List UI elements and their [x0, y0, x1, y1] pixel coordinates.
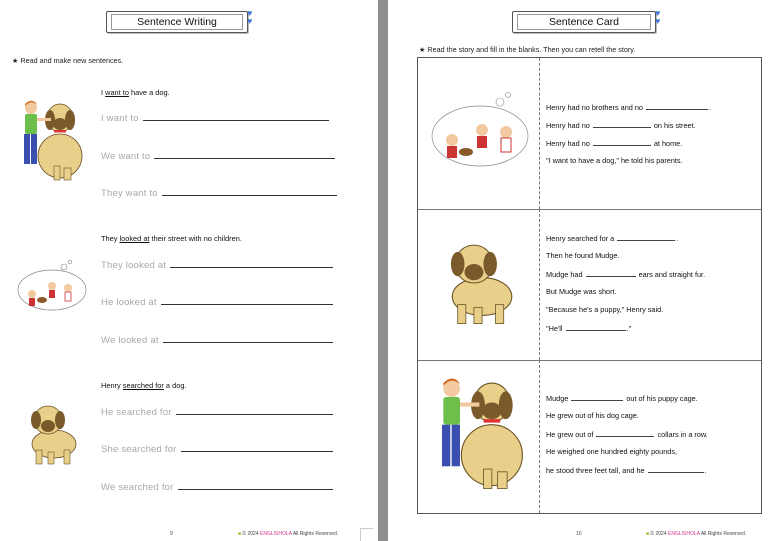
worksheet-page-right [388, 0, 768, 541]
story-line: "He'll ." [546, 324, 632, 333]
writing-line[interactable]: We searched for [101, 479, 333, 493]
story-line: But Mudge was short. [546, 287, 617, 296]
fill-blank[interactable] [596, 429, 654, 437]
footer: ■ © 2024 ENGLISHOLA All Rights Reserved. [646, 531, 747, 537]
writing-line[interactable]: I want to [101, 110, 329, 124]
card-row [418, 360, 761, 513]
fill-blank[interactable] [646, 102, 708, 110]
page-title: Sentence Card [517, 14, 651, 30]
story-line: Then he found Mudge. [546, 251, 620, 260]
fill-blank[interactable] [617, 233, 675, 241]
fill-blank[interactable] [566, 323, 626, 331]
writing-line[interactable]: He searched for [101, 404, 333, 418]
fill-blank[interactable] [571, 393, 623, 401]
writing-line[interactable]: We looked at [101, 332, 333, 346]
page-title-box [512, 11, 656, 33]
story-line: Mudge had ears and straight fur. [546, 270, 706, 279]
key-phrase: searched for [122, 381, 164, 390]
fill-blank[interactable] [593, 120, 651, 128]
card-row [418, 58, 761, 210]
writing-line[interactable]: He looked at [101, 294, 333, 308]
story-line: "I want to have a dog," he told his parents. [546, 156, 683, 165]
model-sentence: I want to have a dog. [101, 88, 170, 97]
crop-mark [360, 528, 373, 541]
worksheet-page-left [0, 0, 378, 541]
story-line: Henry searched for a . [546, 234, 679, 243]
thought-bubble-illustration [12, 258, 88, 316]
writing-line[interactable]: We want to [101, 148, 335, 162]
model-sentence: Henry searched for a dog. [101, 381, 187, 390]
owl-logo-icon: ■ [646, 531, 650, 537]
fill-blank[interactable] [586, 269, 636, 277]
page-title: Sentence Writing [111, 14, 243, 30]
sentence-card-table [417, 57, 762, 514]
story-line: "Because he's a puppy," Henry said. [546, 305, 664, 314]
story-line: Henry had no at home. [546, 139, 683, 148]
heart-icon: ♥ ♥ [247, 8, 253, 26]
boy-with-dog-illustration [428, 372, 528, 494]
key-phrase: looked at [119, 234, 150, 243]
story-line: Henry had no on his street. [546, 121, 696, 130]
story-line: Mudge out of his puppy cage. [546, 394, 698, 403]
page-number: 10 [576, 531, 582, 537]
boy-with-dog-illustration [14, 96, 86, 184]
thought-bubble-illustration [426, 90, 532, 172]
writing-line[interactable]: They want to [101, 185, 337, 199]
writing-line[interactable]: She searched for [101, 441, 333, 455]
fill-blank[interactable] [648, 465, 704, 473]
puppy-illustration [432, 237, 524, 329]
story-line: he stood three feet tall, and he . [546, 466, 707, 475]
key-phrase: want to [105, 88, 129, 97]
page-number: 9 [170, 531, 173, 537]
writing-line[interactable]: They looked at [101, 257, 333, 271]
story-line: He weighed one hundred eighty pounds, [546, 447, 678, 456]
story-line: Henry had no brothers and no . [546, 103, 712, 112]
puppy-illustration [18, 400, 84, 468]
fill-blank[interactable] [593, 138, 651, 146]
instruction-text: ★ Read the story and fill in the blanks. Then you can retell the story. [419, 45, 636, 54]
story-line: He grew out of collars in a row. [546, 430, 708, 439]
page-title-box [106, 11, 248, 33]
heart-icon: ♥ ♥ [655, 8, 661, 26]
footer: ■ © 2024 ENGLISHOLA All Rights Reserved. [238, 531, 339, 537]
instruction-text: ★ Read and make new sentences. [12, 56, 124, 65]
owl-logo-icon: ■ [238, 531, 242, 537]
card-row [418, 209, 761, 361]
model-sentence: They looked at their street with no children. [101, 234, 242, 243]
story-line: He grew out of his dog cage. [546, 411, 639, 420]
